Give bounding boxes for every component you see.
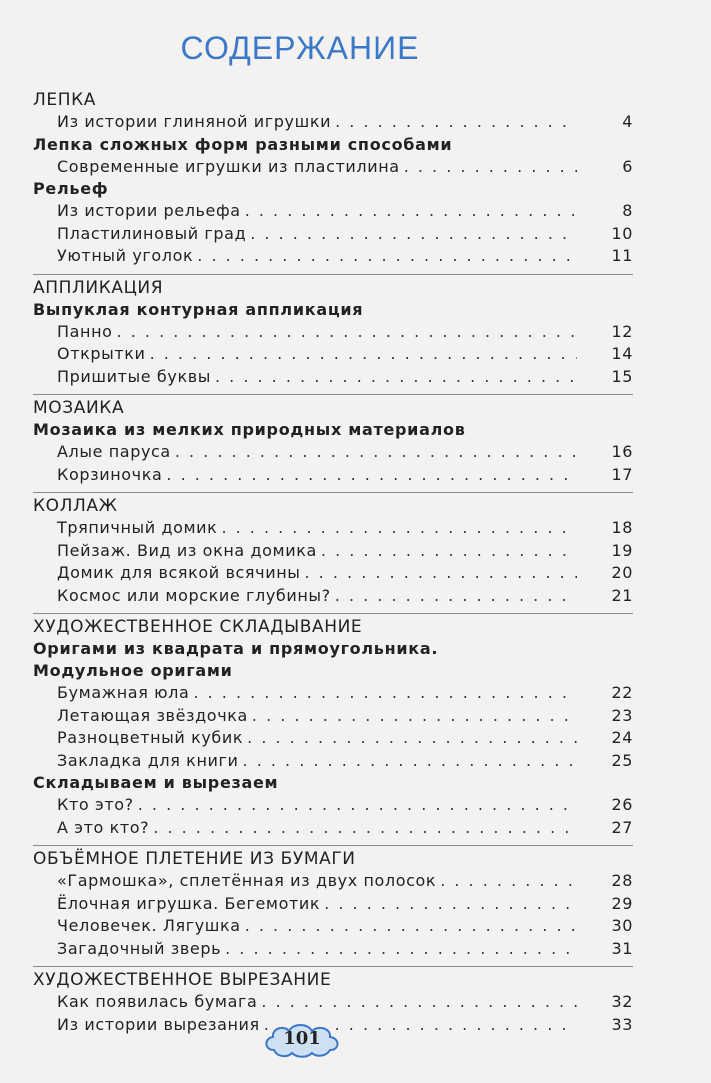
entry-page-number: 32 [611, 992, 633, 1011]
entry-label: Кто это? [57, 795, 134, 814]
page-number-badge [260, 1020, 344, 1060]
toc-section [33, 845, 633, 960]
section-title: АППЛИКАЦИЯ [33, 277, 164, 298]
entry-page-number: 21 [611, 585, 633, 605]
toc-section [33, 613, 633, 839]
toc-entry[interactable] [33, 540, 633, 563]
entry-label: Из истории рельефа [57, 201, 241, 220]
dot-leader [150, 343, 577, 366]
dot-leader [225, 938, 577, 961]
dot-leader [221, 517, 577, 540]
section-title: ЛЕПКА [33, 90, 97, 110]
entry-page-number: 23 [611, 705, 633, 725]
dot-leader [197, 245, 577, 268]
dot-leader [440, 870, 577, 893]
dot-leader [261, 991, 577, 1014]
toc-entry[interactable] [33, 750, 633, 773]
toc-section [33, 394, 633, 486]
entry-page-number: 31 [611, 938, 633, 958]
dot-leader [153, 817, 577, 840]
dot-leader [335, 585, 577, 608]
entry-label: Человечек. Лягушка [57, 916, 241, 935]
toc-entry[interactable] [33, 870, 633, 893]
toc-entry[interactable] [33, 794, 633, 817]
entry-page-number: 11 [611, 246, 633, 265]
entry-page-number: 33 [611, 1014, 633, 1034]
toc-entry[interactable] [33, 223, 633, 246]
entry-label: Панно [57, 321, 113, 341]
toc-entry[interactable] [33, 991, 633, 1014]
dot-leader [252, 705, 577, 728]
section-title: ХУДОЖЕСТВЕННОЕ СКЛАДЫВАНИЕ [33, 617, 363, 637]
entry-page-number: 17 [611, 464, 633, 484]
entry-label: Ёлочная игрушка. Бегемотик [57, 893, 321, 913]
dot-leader [321, 540, 577, 563]
entry-page-number: 6 [622, 156, 633, 176]
dot-leader [117, 321, 577, 344]
entry-page-number: 27 [611, 817, 633, 837]
section-title: ОБЪЁМНОЕ ПЛЕТЕНИЕ ИЗ БУМАГИ [33, 849, 356, 869]
entry-label: Бумажная юла [57, 683, 190, 702]
entry-label: Открытки [57, 344, 146, 363]
entry-label: Алые паруса [57, 442, 171, 461]
toc-entry[interactable] [33, 915, 633, 938]
dot-leader [245, 915, 577, 938]
dot-leader [193, 682, 577, 705]
toc-entry[interactable] [33, 111, 633, 134]
toc-section [33, 492, 633, 607]
entry-label: Как появилась бумага [57, 992, 258, 1011]
toc-entry[interactable] [33, 366, 633, 389]
subsection-title: Оригами из квадрата и прямоугольника. [33, 639, 439, 658]
entry-page-number: 25 [611, 750, 633, 770]
dot-leader [335, 111, 577, 134]
entry-label: Уютный уголок [57, 246, 194, 265]
entry-label: Пейзаж. Вид из окна домика [57, 540, 317, 560]
dot-leader [138, 794, 577, 817]
entry-page-number: 10 [611, 223, 633, 243]
dot-leader [243, 750, 577, 773]
subsection-title: Модульное оригами [33, 661, 233, 680]
entry-page-number: 19 [611, 540, 633, 560]
toc-entry[interactable] [33, 441, 633, 464]
entry-page-number: 30 [611, 916, 633, 935]
toc-entry[interactable] [33, 321, 633, 344]
entry-label: «Гармошка», сплетённая из двух полосок [57, 871, 437, 890]
dot-leader [324, 893, 577, 916]
entry-label: Тряпичный домик [57, 518, 218, 537]
dot-leader [245, 200, 577, 223]
toc-entry[interactable] [33, 893, 633, 916]
toc-entry[interactable] [33, 156, 633, 179]
toc-entry[interactable] [33, 727, 633, 750]
toc-section [33, 87, 633, 268]
toc-entry[interactable] [33, 245, 633, 268]
entry-page-number: 4 [622, 112, 633, 131]
entry-label: Загадочный зверь [57, 938, 222, 958]
toc-entry[interactable] [33, 517, 633, 540]
subsection-title: Складываем и вырезаем [33, 773, 279, 792]
entry-page-number: 18 [611, 518, 633, 537]
subsection-title: Мозаика из мелких природных материалов [33, 420, 466, 439]
subsection-title: Лепка сложных форм разными способами [33, 134, 453, 154]
entry-label: Закладка для книги [57, 750, 239, 770]
toc-entry[interactable] [33, 464, 633, 487]
toc-entry[interactable] [33, 200, 633, 223]
entry-page-number: 26 [611, 795, 633, 814]
toc-entry[interactable] [33, 705, 633, 728]
page-title: СОДЕРЖАНИЕ [180, 30, 420, 66]
entry-label: Современные игрушки из пластилина [57, 156, 400, 176]
dot-leader [305, 562, 578, 585]
dot-leader [166, 464, 577, 487]
entry-page-number: 12 [611, 321, 633, 341]
toc-entry[interactable] [33, 343, 633, 366]
entry-page-number: 16 [611, 442, 633, 461]
dot-leader [215, 366, 577, 389]
dot-leader [247, 727, 577, 750]
entry-label: Пришитые буквы [57, 366, 211, 386]
entry-page-number: 15 [611, 366, 633, 386]
dot-leader [404, 156, 577, 179]
entry-page-number: 28 [611, 871, 633, 890]
entry-page-number: 20 [611, 563, 633, 582]
entry-page-number: 29 [611, 893, 633, 913]
dot-leader [250, 223, 577, 246]
toc-entry[interactable] [33, 817, 633, 840]
entry-label: Разноцветный кубик [57, 728, 244, 747]
page-number: 101 [283, 1028, 321, 1049]
entry-label: Пластилиновый град [57, 223, 247, 243]
entry-label: Домик для всякой всячины [57, 563, 301, 582]
entry-label: Из истории вырезания [57, 1014, 260, 1034]
entry-label: Из истории глиняной игрушки [57, 112, 332, 131]
entry-label: Корзиночка [57, 464, 163, 484]
toc-entry[interactable] [33, 938, 633, 961]
table-of-contents [33, 87, 633, 1042]
entry-label: А это кто? [57, 817, 150, 837]
entry-page-number: 8 [622, 201, 633, 220]
entry-label: Космос или морские глубины? [57, 585, 331, 605]
entry-label: Летающая звёздочка [57, 705, 248, 725]
section-title: КОЛЛАЖ [33, 496, 118, 516]
subsection-title: Рельеф [33, 179, 109, 198]
section-title: ХУДОЖЕСТВЕННОЕ ВЫРЕЗАНИЕ [33, 970, 332, 990]
toc-section [33, 274, 633, 389]
toc-entry[interactable] [33, 562, 633, 585]
entry-page-number: 14 [611, 344, 633, 363]
toc-entry[interactable] [33, 585, 633, 608]
entry-page-number: 24 [611, 728, 633, 747]
section-title: МОЗАИКА [33, 398, 125, 418]
entry-page-number: 22 [611, 683, 633, 702]
dot-leader [175, 441, 577, 464]
subsection-title: Выпуклая контурная аппликация [33, 299, 364, 319]
toc-entry[interactable] [33, 682, 633, 705]
